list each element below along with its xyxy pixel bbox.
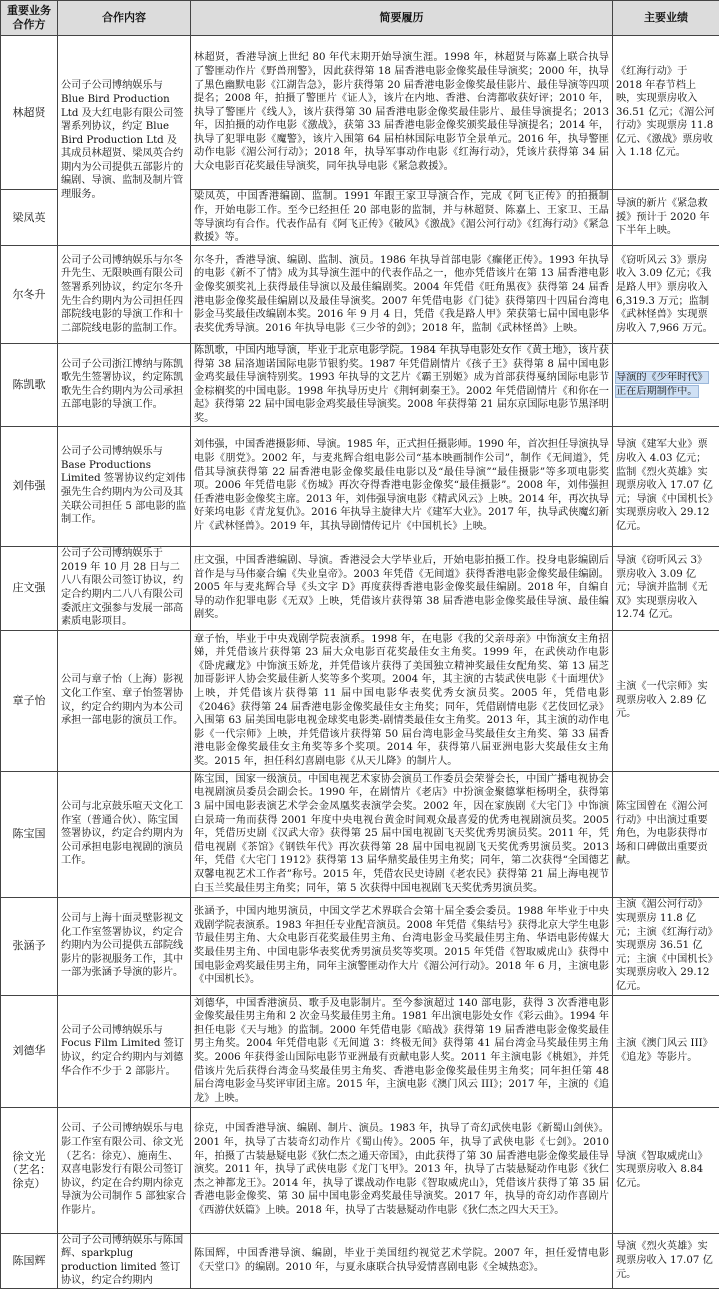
partner-name: 陈国辉 [1,1233,58,1288]
table-row [1,344,719,427]
highlighted-performance: 导演的《少年时代》正在后期制作中。 [616,372,708,397]
cooperation-content: 公司子公司浙江博纳与陈凯歌先生签署协议，约定陈凯歌先生合约期内为公司承担五部电影的导演工作。 [58,344,191,427]
main-performance: 导演《智取威虎山》实现票房收入 8.84 亿元。 [613,1107,719,1233]
cooperation-content: 公司、子公司博纳娱乐与电影工作室有限公司、徐文光（艺名：徐克）、施南生、双喜电影发行有限公司签订协议，约定在合约期内徐克导演为公司制作 5 部独家合作影片。 [58,1107,191,1233]
table-row [1,771,719,897]
partner-name: 庄文强 [1,546,58,630]
main-performance [613,344,719,427]
table-row [1,546,719,630]
brief-bio: 章子怡，毕业于中央戏剧学院表演系。1998 年，在电影《我的父亲母亲》中饰演女主角招娣，并凭借该片获得第 23 届大众电影百花奖最佳女主角奖。1999 年，在武侠动作电影《卧虎藏龙》中饰演玉娇龙，并凭借该片获得了美国独立精神奖最佳女配角奖、第 13 届芝加哥影评人协会奖最佳新人奖等多个奖项。2004 年，其主演的古装武侠电影《十面埋伏》上映，并凭借该片获得第 11 届中国电影华表奖优秀女演员奖。2005 年，凭借电影《2046》获得第 24 届香港电影金像奖最佳女主角奖；同年，凭借剧情电影《艺伎回忆录》入围第 63 届美国电影电视金球奖电影类-剧情类最佳女主角奖。2013 年，其主演的动作电影《一代宗师》上映，并凭借该片获得第 50 届台湾电影金马奖最佳女主角奖、第 33 届香港电影金像奖最佳女主角奖等多个奖项。2014 年，获得第八届亚洲电影大奖最佳女主角奖。2015 年，担任科幻喜剧电影《从天儿降》的制片人。 [191,630,613,771]
table-row [1,1107,719,1233]
partner-name: 陈凯歌 [1,344,58,427]
header-partner: 重要业务合作方 [1,1,58,36]
brief-bio: 梁凤英，中国香港编剧、监制。1991 年跟王家卫导演合作，完成《阿飞正传》的拍摄制作，开始电影工作。至今已经担任 20 部电影的监制，并与林超贤、陈嘉上、王家卫、王晶等导演均有合作。代表作品有《阿飞正传》《破风》《激战》《湄公河行动》《红海行动》《紧急救援》等。 [191,190,613,246]
brief-bio: 庄文强，中国香港编剧、导演。香港浸会大学毕业后，开始电影拍摄工作。投身电影编剧后首作是与马伟豪合编《失业皇帝》。2003 年凭借《无间道》获得香港电影金像奖最佳编剧。2005 年与麦兆辉合导《头文字 D》再度获得香港电影金像奖最佳编剧。2018 年，自编自导的动作犯罪电影《无双》上映，凭借该片获得第 38 届香港电影金像奖最佳导演、最佳编剧奖。 [191,546,613,630]
main-performance: 《红海行动》于 2018 年春节档上映，实现票房收入 36.51 亿元；《湄公河行动》实现票房 11.8 亿元、《激战》票房收入 1.18 亿元。 [613,36,719,190]
main-performance: 导演《窃听风云 3》票房收入 3.09 亿元；导演并监制《无双》实现票房收入 12.74 亿元。 [613,546,719,630]
cooperation-content: 公司子公司博纳娱乐与尔冬升先生、无限映画有限公司签署系列协议，约定尔冬升先生合约期内为公司担任四部院线电影的导演工作和十二部院线电影的监制工作。 [58,246,191,344]
header-cooperation: 合作内容 [58,1,191,36]
cooperation-content: 公司与章子怡（上海）影视文化工作室、章子怡签署协议，约定合约期内为本公司承担一部电影的演员工作。 [58,630,191,771]
main-performance: 导演《建军大业》票房收入 4.03 亿元；监制《烈火英雄》实现票房收入 17.07 亿元；导演《中国机长》实现票房收入 29.12 亿元。 [613,426,719,546]
brief-bio: 张涵予，中国内地男演员，中国文学艺术界联合会第十届全委会委员。1988 年毕业于中央戏剧学院表演系。1983 年担任专业配音演员。2008 年凭借《集结号》获得北京大学生电影节最佳男主角、大众电影百花奖最佳男主角、台湾电影金马奖最佳男主角、华语电影传媒大奖最佳男主角、中国电影华表奖优秀男演员奖等奖项。2015 年凭借《智取威虎山》获得中国电影金鸡奖最佳男主角，同年主演警匪动作大片《湄公河行动》。2018 年 6 月，主演电影《中国机长》。 [191,897,613,995]
brief-bio: 徐克，中国香港导演、编剧、制片、演员。1983 年，执导了奇幻武侠电影《新蜀山剑侠》。2001 年，执导了古装奇幻动作片《蜀山传》。2005 年，执导了武侠电影《七剑》。2010 年，拍摄了古装悬疑电影《狄仁杰之通天帝国》，由此获得了第 30 届香港电影金像奖最佳导演奖。2011 年，执导了武侠电影《龙门飞甲》。2013 年，执导了古装悬疑动作电影《狄仁杰之神都龙王》。2014 年，执导了谍战动作电影《智取威虎山》，凭借该片获得了第 35 届香港电影金像奖、第 30 届中国电影金鸡奖最佳导演奖。2017 年，执导的奇幻动作喜剧片《西游伏妖篇》上映。2018 年，执导了古装悬疑动作电影《狄仁杰之四大天王》。 [191,1107,613,1233]
table-row [1,995,719,1107]
partner-name: 张涵予 [1,897,58,995]
partner-name: 尔冬升 [1,246,58,344]
partner-name: 刘伟强 [1,426,58,546]
table-row [1,426,719,546]
brief-bio: 刘伟强，中国香港摄影师、导演。1985 年，正式担任摄影师。1990 年，首次担任导演执导电影《朋党》。2002 年，与麦兆辉合组电影公司“基本映画制作公司”，制作《无间道》，凭借其导演获得第 22 届香港电影金像奖最佳电影以及“最佳导演”“最佳摄影”等多项电影奖项。2006 年凭借电影《伤城》再次夺得香港电影金像奖“最佳摄影”。2008 年，刘伟强担任香港电影金像奖主席。2013 年，刘伟强导演电影《精武风云》上映。2014 年，再次执导好莱坞电影《青龙复仇》。2016 年执导主旋律大片《建军大业》。2017 年，执导武侠魔幻新片《武林怪兽》。2019 年，其执导剧情传记片《中国机长》上映。 [191,426,613,546]
main-performance: 导演《烈火英雄》实现票房收入 17.07 亿元。 [613,1233,719,1288]
main-performance: 陈宝国曾在《湄公河行动》中出演过重要角色，为电影获得市场和口碑做出重要贡献。 [613,771,719,897]
brief-bio: 尔冬升，香港导演、编剧、监制、演员。1986 年执导首部电影《癫佬正传》。1993 年执导的电影《新不了情》成为其导演生涯中的代表作品之一，他亦凭借该片在第 13 届香港电影金像奖颁奖礼上获得最佳导演以及最佳编剧奖。2004 年凭借《旺角黑夜》获得第 24 届香港电影金像奖最佳编剧以及最佳导演奖。2007 年凭借电影《门徒》获得第四十四届台湾电影金马奖最佳改编剧本奖。2016 年 9 月 4 日，凭借《我是路人甲》荣获第七届中国电影华表奖优秀导演。2016 年执导电影《三少爷的剑》；2018 年，监制《武林怪兽》上映。 [191,246,613,344]
table-row [1,246,719,344]
partner-name: 徐文光（艺名：徐克） [1,1107,58,1233]
main-performance: 主演《澳门风云 III》《追龙》等影片。 [613,995,719,1107]
main-performance: 主演《一代宗师》实现票房收入 2.89 亿元。 [613,630,719,771]
partner-name: 林超贤 [1,36,58,190]
header-performance: 主要业绩 [613,1,719,36]
table-header-row [1,1,719,36]
table-row [1,630,719,771]
brief-bio: 陈国辉，中国香港导演、编剧，毕业于美国纽约视觉艺术学院。2007 年，担任爱情电影《天堂口》的编剧。2010 年，与夏永康联合执导爱情喜剧电影《全城热恋》。 [191,1233,613,1288]
cooperation-content: 公司子公司博纳娱乐与 Base Productions Limited 签署协议约定刘伟强先生合约期内为公司及其关联公司担任 5 部电影的监制工作。 [58,426,191,546]
table-row [1,1233,719,1288]
partner-name: 刘德华 [1,995,58,1107]
cooperation-content: 公司子公司博纳娱乐与 Blue Bird Production Ltd 及大红电影有限公司签署系列协议，约定 Blue Bird Production Ltd 及其成员林超贤、梁凤英合约期内为公司提供五部影片的编剧、导演、监制及制片管理服务。 [58,36,191,246]
cooperation-content: 公司与上海十面灵壁影视文化工作室签署协议，约定合约期内为公司提供五部院线影片的影视服务工作，其中一部为张涵予导演的影片。 [58,897,191,995]
partner-name: 梁凤英 [1,190,58,246]
brief-bio: 陈宝国，国家一级演员。中国电视艺术家协会演员工作委员会荣誉会长，中国广播电视协会电视剧演员委员会副会长。1990 年，在剧情片《老店》中扮演金聚德掌柜杨明全，获得第 3 届中国电影表演艺术学会金凤凰奖表演学会奖。2002 年，因在家族剧《大宅门》中饰演白景琦一角而获得 2001 年度中央电视台黄金时间观众最喜爱的优秀电视剧演员奖。2005 年，凭借历史剧《汉武大帝》获得第 25 届中国电视剧飞天奖优秀男演员奖。2011 年，凭借电视剧《茶馆》《钢铁年代》再次获得第 28 届中国电视剧飞天奖优秀男演员奖。2013 年，凭借《大宅门 1912》获得第 13 届华鼎奖最佳男主角奖；同年，第二次获得“全国德艺双馨电视艺术工作者”称号。2015 年，凭借农民史诗剧《老农民》获得第 21 届上海电视节白玉兰奖最佳男主角奖；同年，第 5 次获得中国电视剧飞天奖优秀男演员奖。 [191,771,613,897]
cooperation-content: 公司子公司博纳娱乐与陈国辉、sparkplug production limited 签订协议，约定合约期内 [58,1233,191,1288]
brief-bio: 林超贤，香港导演上世纪 80 年代末期开始导演生涯。1998 年，林超贤与陈嘉上联合执导了警匪动作片《野兽刑警》，因此获得第 18 届香港电影金像奖最佳导演奖；2000 年，执导了黑色幽默电影《江湖告急》，影片获得第 20 届香港电影金像奖最佳影片、最佳导演等四项提名；2008 年，拍摄了警匪片《证人》，该片在内地、香港、台湾都收获好评；2010 年，执导了警匪片《线人》，该片获得第 30 届香港电影金像奖最佳影片、最佳导演提名；2013 年，因拍摄的动作电影《激战》，获第 33 届香港电影金像奖颁奖最佳导演提名；2014 年，执导了犯罪电影《魔警》，该片入围第 64 届柏林国际电影节全景单元。2016 年，执导警匪动作电影《湄公河行动》；2018 年，执导军事动作电影《红海行动》，凭该片获得第 34 届大众电影百花奖最佳导演奖，同年执导电影《紧急救援》。 [191,36,613,190]
main-performance: 《窃听风云 3》票房收入 3.09 亿元；《我是路人甲》票房收入 6,319.3 万元；监制《武林怪兽》实现票房收入 7,966 万元。 [613,246,719,344]
partner-name: 章子怡 [1,630,58,771]
brief-bio: 陈凯歌，中国内地导演，毕业于北京电影学院。1984 年执导电影处女作《黄土地》，该片获得第 38 届洛迦诺国际电影节银豹奖。1987 年凭借剧情片《孩子王》获得第 8 届中国电影金鸡奖最佳导演特别奖。1993 年执导的文艺片《霸王别姬》成为首部获得戛纳国际电影节金棕榈奖的中国电影。1998 年执导历史片《荆轲刺秦王》。2002 年凭借剧情片《和你在一起》获得第 22 届中国电影金鸡奖最佳导演奖。2008 年获得第 21 届东京国际电影节黑泽明奖。 [191,344,613,427]
header-bio: 简要履历 [191,1,613,36]
table-row [1,36,719,190]
cooperation-content: 公司子公司博纳娱乐于 2019 年 10 月 28 日与二八八有限公司签订协议，约定合约期内二八八有限公司委派庄文强参与发展一部高素质电影项目。 [58,546,191,630]
table-row [1,897,719,995]
main-performance: 导演的新片《紧急救援》预计于 2020 年下半年上映。 [613,190,719,246]
cooperation-content: 公司子公司博纳娱乐与 Focus Film Limited 签订协议，约定合约期内与刘德华合作不少于 2 部影片。 [58,995,191,1107]
cooperation-content: 公司与北京鼓乐喧天文化工作室（普通合伙）、陈宝国签署协议，约定合约期内为公司承担电影电视剧的演员工作。 [58,771,191,897]
partner-name: 陈宝国 [1,771,58,897]
brief-bio: 刘德华，中国香港演员、歌手及电影制片。至今参演超过 140 部电影，获得 3 次香港电影金像奖最佳男主角和 2 次金马奖最佳男主角。1981 年出演电影处女作《彩云曲》。1994 年担任电影《天与地》的监制。2000 年凭借电影《暗战》获得第 19 届香港电影金像奖最佳男主角奖。2004 年凭借电影《无间道 3：终极无间》获得第 41 届台湾金马奖最佳男主角奖。2006 年获得釜山国际电影节亚洲最有贡献电影人奖。2011 年主演电影《桃姐》，并凭借该片先后获得台湾金马奖最佳男主角奖、香港电影金像奖最佳男主角奖；同年担任第 48 届台湾电影金马奖评审团主席。2015 年，主演电影《澳门风云 III》；2017 年，主演的《追龙》上映。 [191,995,613,1107]
main-performance: 主演《湄公河行动》实现票房 11.8 亿元；主演《红海行动》实现票房 36.51 亿元；主演《中国机长》实现票房收入 29.12 亿元。 [613,897,719,995]
